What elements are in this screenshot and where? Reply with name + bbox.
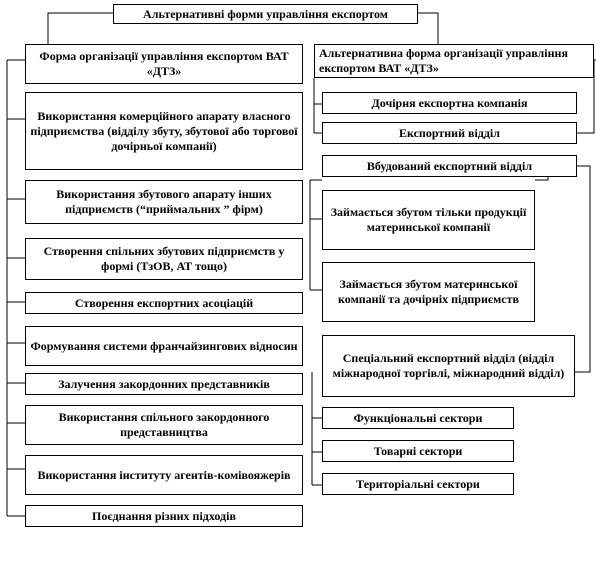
left-item-9-text: Поєднання різних підходів (92, 508, 236, 523)
embedded-child-1 (322, 190, 535, 250)
left-item-4-text: Створення експортних асоціацій (74, 295, 254, 310)
special-export-dept (322, 335, 575, 397)
left-item-5-text: Формування системи франчайзингових відносин (30, 338, 298, 353)
left-item-3 (25, 238, 303, 280)
embedded-child-1-text: Займається збутом тільки продукції материнської компанії (330, 205, 527, 234)
right-header-text: Альтернативна форма організації управління експортом ВАТ «ДТЗ» (319, 46, 568, 75)
left-header-text: Форма організації управління експортом ВАТ «ДТЗ» (39, 49, 289, 78)
left-item-7-text: Використання спільного закордонного представництва (58, 410, 270, 439)
special-child-2 (322, 440, 514, 462)
embedded-export-dept-text: Вбудований експортний відділ (366, 158, 533, 173)
export-department-text: Експортний відділ (398, 125, 501, 140)
left-item-8-text: Використання інституту агентів-комівояжерів (37, 467, 291, 482)
subsidiary-company (322, 92, 577, 114)
diagram-title-text: Альтернативні форми управління експортом (143, 6, 388, 21)
left-item-6-text: Залучення закордонних представників (58, 376, 270, 391)
left-item-1-text: Використання комерційного апарату власного підприємства (відділу збуту, збутової або торгової дочірньої компанії) (30, 108, 298, 153)
subsidiary-company-text: Дочірня експортна компанія (371, 95, 528, 110)
export-department (322, 122, 577, 144)
left-item-5 (25, 326, 303, 366)
left-item-7 (25, 405, 303, 445)
right-header (314, 44, 594, 78)
left-item-6 (25, 373, 303, 395)
special-child-1 (322, 407, 514, 429)
left-item-2 (25, 180, 303, 224)
left-item-9 (25, 505, 303, 527)
left-header (25, 44, 303, 84)
left-item-8 (25, 455, 303, 495)
left-item-2-text: Використання збутового апарату інших підприємств (“приймальних ” фірм) (56, 187, 272, 216)
embedded-export-dept (322, 155, 577, 177)
special-child-1-text: Функціональні сектори (353, 410, 483, 425)
special-child-2-text: Товарні сектори (373, 443, 463, 458)
embedded-child-2-text: Займається збутом материнської компанії та дочірніх підприємств (338, 277, 519, 306)
special-child-3-text: Територіальні сектори (356, 476, 480, 491)
left-item-1 (25, 92, 303, 170)
left-item-4 (25, 292, 303, 314)
diagram-title (113, 4, 418, 24)
embedded-child-2 (322, 262, 535, 322)
special-child-3 (322, 473, 514, 495)
special-export-dept-text: Спеціальний експортний відділ (відділ міжнародної торгівлі, міжнародний відділ) (332, 351, 565, 380)
left-item-3-text: Створення спільних збутових підприємств у формі (ТзОВ, АТ тощо) (43, 244, 285, 273)
